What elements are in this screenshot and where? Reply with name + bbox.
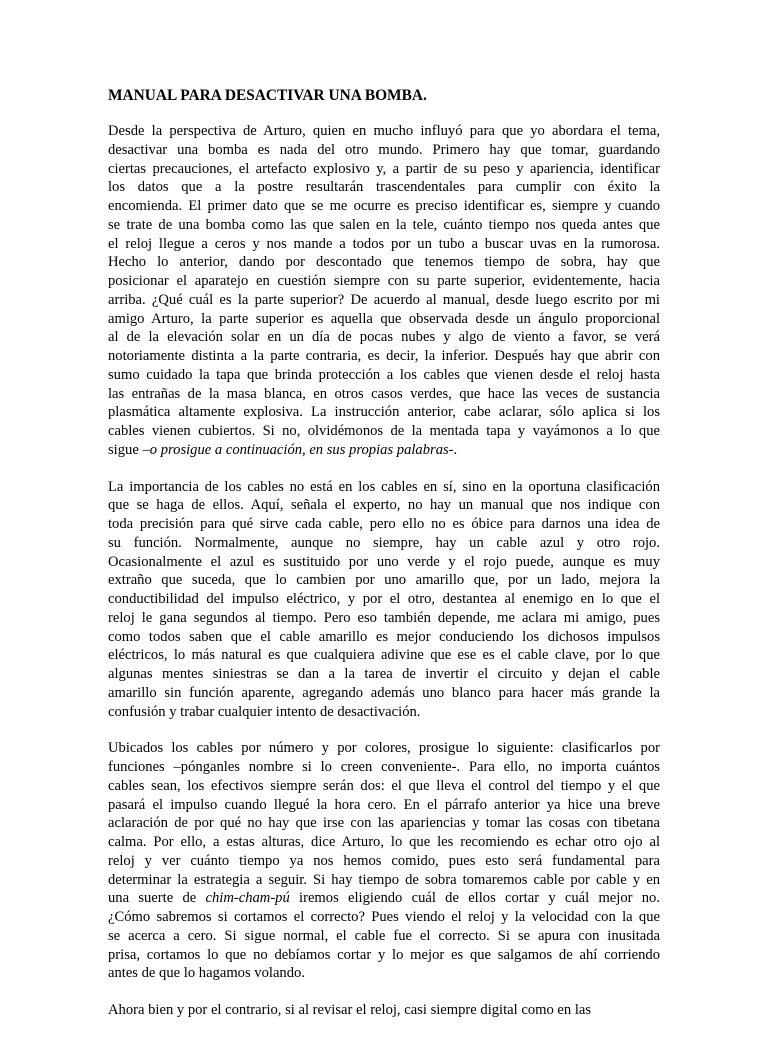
document-title: MANUAL PARA DESACTIVAR UNA BOMBA. xyxy=(108,87,427,104)
text-line: las entrañas de la masa blanca, en otros casos verdes, que hace las veces de sustancia xyxy=(108,385,660,402)
paragraph xyxy=(108,739,660,983)
text-line: los datos que a la postre resultarán trascendentales para cumplir con éxito la xyxy=(108,179,660,196)
text-line: su función. Normalmente, aunque no siempre, hay un cable azul y otro rojo. xyxy=(108,534,660,551)
text-line: se trate de una bomba como las que salen en la tele, cuánto tiempo nos queda antes que xyxy=(108,216,660,233)
text-line: encomienda. El primer dato que se me ocurre es preciso identificar es, siempre y cuando xyxy=(108,198,660,214)
text-line: sumo cuidado la tapa que brinda protección a los cables que vienen desde el reloj hasta xyxy=(108,366,660,383)
text-line: funciones –pónganles nombre si lo creen conveniente-. Para ello, no importa cuántos xyxy=(108,759,660,775)
text-line: que se haga de ellos. Aquí, señala el experto, no hay un manual que nos indique con xyxy=(108,497,660,514)
paragraph xyxy=(108,122,660,460)
text-line: se acerca a cero. Si sigue normal, el cable fue el correcto. Si se apura con inusitada xyxy=(108,927,660,944)
text-line: una suerte de chim-cham-pú iremos eligiendo cuál de ellos cortar y cuál mejor no. xyxy=(108,890,660,907)
italic-text: chim-cham-pú xyxy=(205,890,290,907)
text-line: extraño que suceda, que lo cambien por uno amarillo que, por un lado, mejora la xyxy=(108,572,660,589)
text-line: determinar la estrategia a seguir. Si hay tiempo de sobra tomaremos cable por cable y en xyxy=(108,871,660,888)
text-line: el reloj llegue a ceros y nos mande a todos por un tubo a buscar uvas en la rumorosa. xyxy=(108,235,660,252)
text-line: cables sean, los efectivos siempre serán dos: el que lleva el control del tiempo y el que xyxy=(108,777,660,794)
text-line: Desde la perspectiva de Arturo, quien en mucho influyó para que yo abordara el tema, xyxy=(108,123,660,139)
document-page xyxy=(108,86,660,1038)
text-line: calma. Por ello, a estas alturas, dice Arturo, lo que les recomiendo es echar otro ojo al xyxy=(108,834,660,850)
text-line: toda precisión para qué sirve cada cable, pero ello no es óbice para darnos una idea de xyxy=(108,516,660,532)
text-line: reloj y ver cuánto tiempo ya nos hemos comido, pues esto será fundamental para xyxy=(108,852,660,869)
document-body xyxy=(108,122,660,1020)
text-line: como todos saben que el cable amarillo es mejor conduciendo los dichosos impulsos xyxy=(108,628,660,645)
text-line: al de la elevación solar en un día de pocas nubes y algo de viento a favor, se verá xyxy=(108,329,660,346)
text-line: sigue –o prosigue a continuación, en sus propias palabras-. xyxy=(108,441,458,458)
text-line: reloj le gana segundos al tiempo. Pero eso también depende, me aclara mi amigo, pues xyxy=(108,609,660,626)
paragraph xyxy=(108,478,660,722)
text-line: Ahora bien y por el contrario, si al revisar el reloj, casi siempre digital como en las xyxy=(108,1002,592,1018)
text-line: posicionar el aparatejo en cuestión siempre con su parte superior, evidentemente, hacia xyxy=(108,273,660,289)
text-line: Ocasionalmente el azul es sustituido por uno verde y el rojo puede, aunque es muy xyxy=(108,553,660,570)
text-line: algunas mentes siniestras se dan a la tarea de invertir el circuito y dejan el cable xyxy=(108,666,660,682)
text-line: desactivar una bomba es nada del otro mundo. Primero hay que tomar, guardando xyxy=(108,141,660,158)
text-line: notoriamente distinta a la parte contraria, es decir, la inferior. Después hay que abrir con xyxy=(108,348,660,364)
text-line: arriba. ¿Qué cuál es la parte superior? De acuerdo al manual, desde luego escrito por mi xyxy=(108,291,660,308)
text-line: antes de que lo hagamos volando. xyxy=(108,965,305,982)
text-line: cables vienen cubiertos. Si no, olvidémonos de la mentada tapa y vayámonos a lo que xyxy=(108,423,660,439)
italic-text: o prosigue a continuación, en sus propias palabras xyxy=(149,441,449,458)
text-line: plasmática altamente explosiva. La instrucción anterior, cabe aclarar, sólo aplica si los xyxy=(108,404,660,421)
text-line: amarillo sin función aparente, agregando además uno blanco para hacer más grande la xyxy=(108,684,660,701)
text-line: ciertas precauciones, el artefacto explosivo y, a partir de su peso y apariencia, identificar xyxy=(108,160,660,177)
paragraph xyxy=(108,1001,660,1020)
text-line: eléctricos, lo más natural es que cualquiera adivine que ese es el cable clave, por lo que xyxy=(108,647,660,664)
text-line: conductibilidad del impulso eléctrico, y por el otro, destantea al enemigo en lo que el xyxy=(108,591,660,607)
text-line: Ubicados los cables por número y por colores, prosigue lo siguiente: clasificarlos por xyxy=(108,740,660,757)
text-line: ¿Cómo sabremos si cortamos el correcto? Pues viendo el reloj y la velocidad con la que xyxy=(108,909,660,925)
text-line: Hecho lo anterior, dando por descontado que tenemos tiempo de sobra, hay que xyxy=(108,254,660,271)
text-line: amigo Arturo, la parte superior es aquella que observada desde un ángulo proporcional xyxy=(108,310,660,327)
text-line: prisa, cortamos lo que no debíamos cortar y lo mejor es que salgamos de ahí corriendo xyxy=(108,946,660,963)
text-line: aclaración de por qué no hay que irse con las apariencias y tomar las cosas con tibetana xyxy=(108,815,660,832)
text-line: pasará el impulso cuando llegué la hora cero. En el párrafo anterior ya hice una breve xyxy=(108,796,660,813)
text-line: confusión y trabar cualquier intento de desactivación. xyxy=(108,703,421,720)
text-line: La importancia de los cables no está en los cables en sí, sino en la oportuna clasificación xyxy=(108,478,660,495)
